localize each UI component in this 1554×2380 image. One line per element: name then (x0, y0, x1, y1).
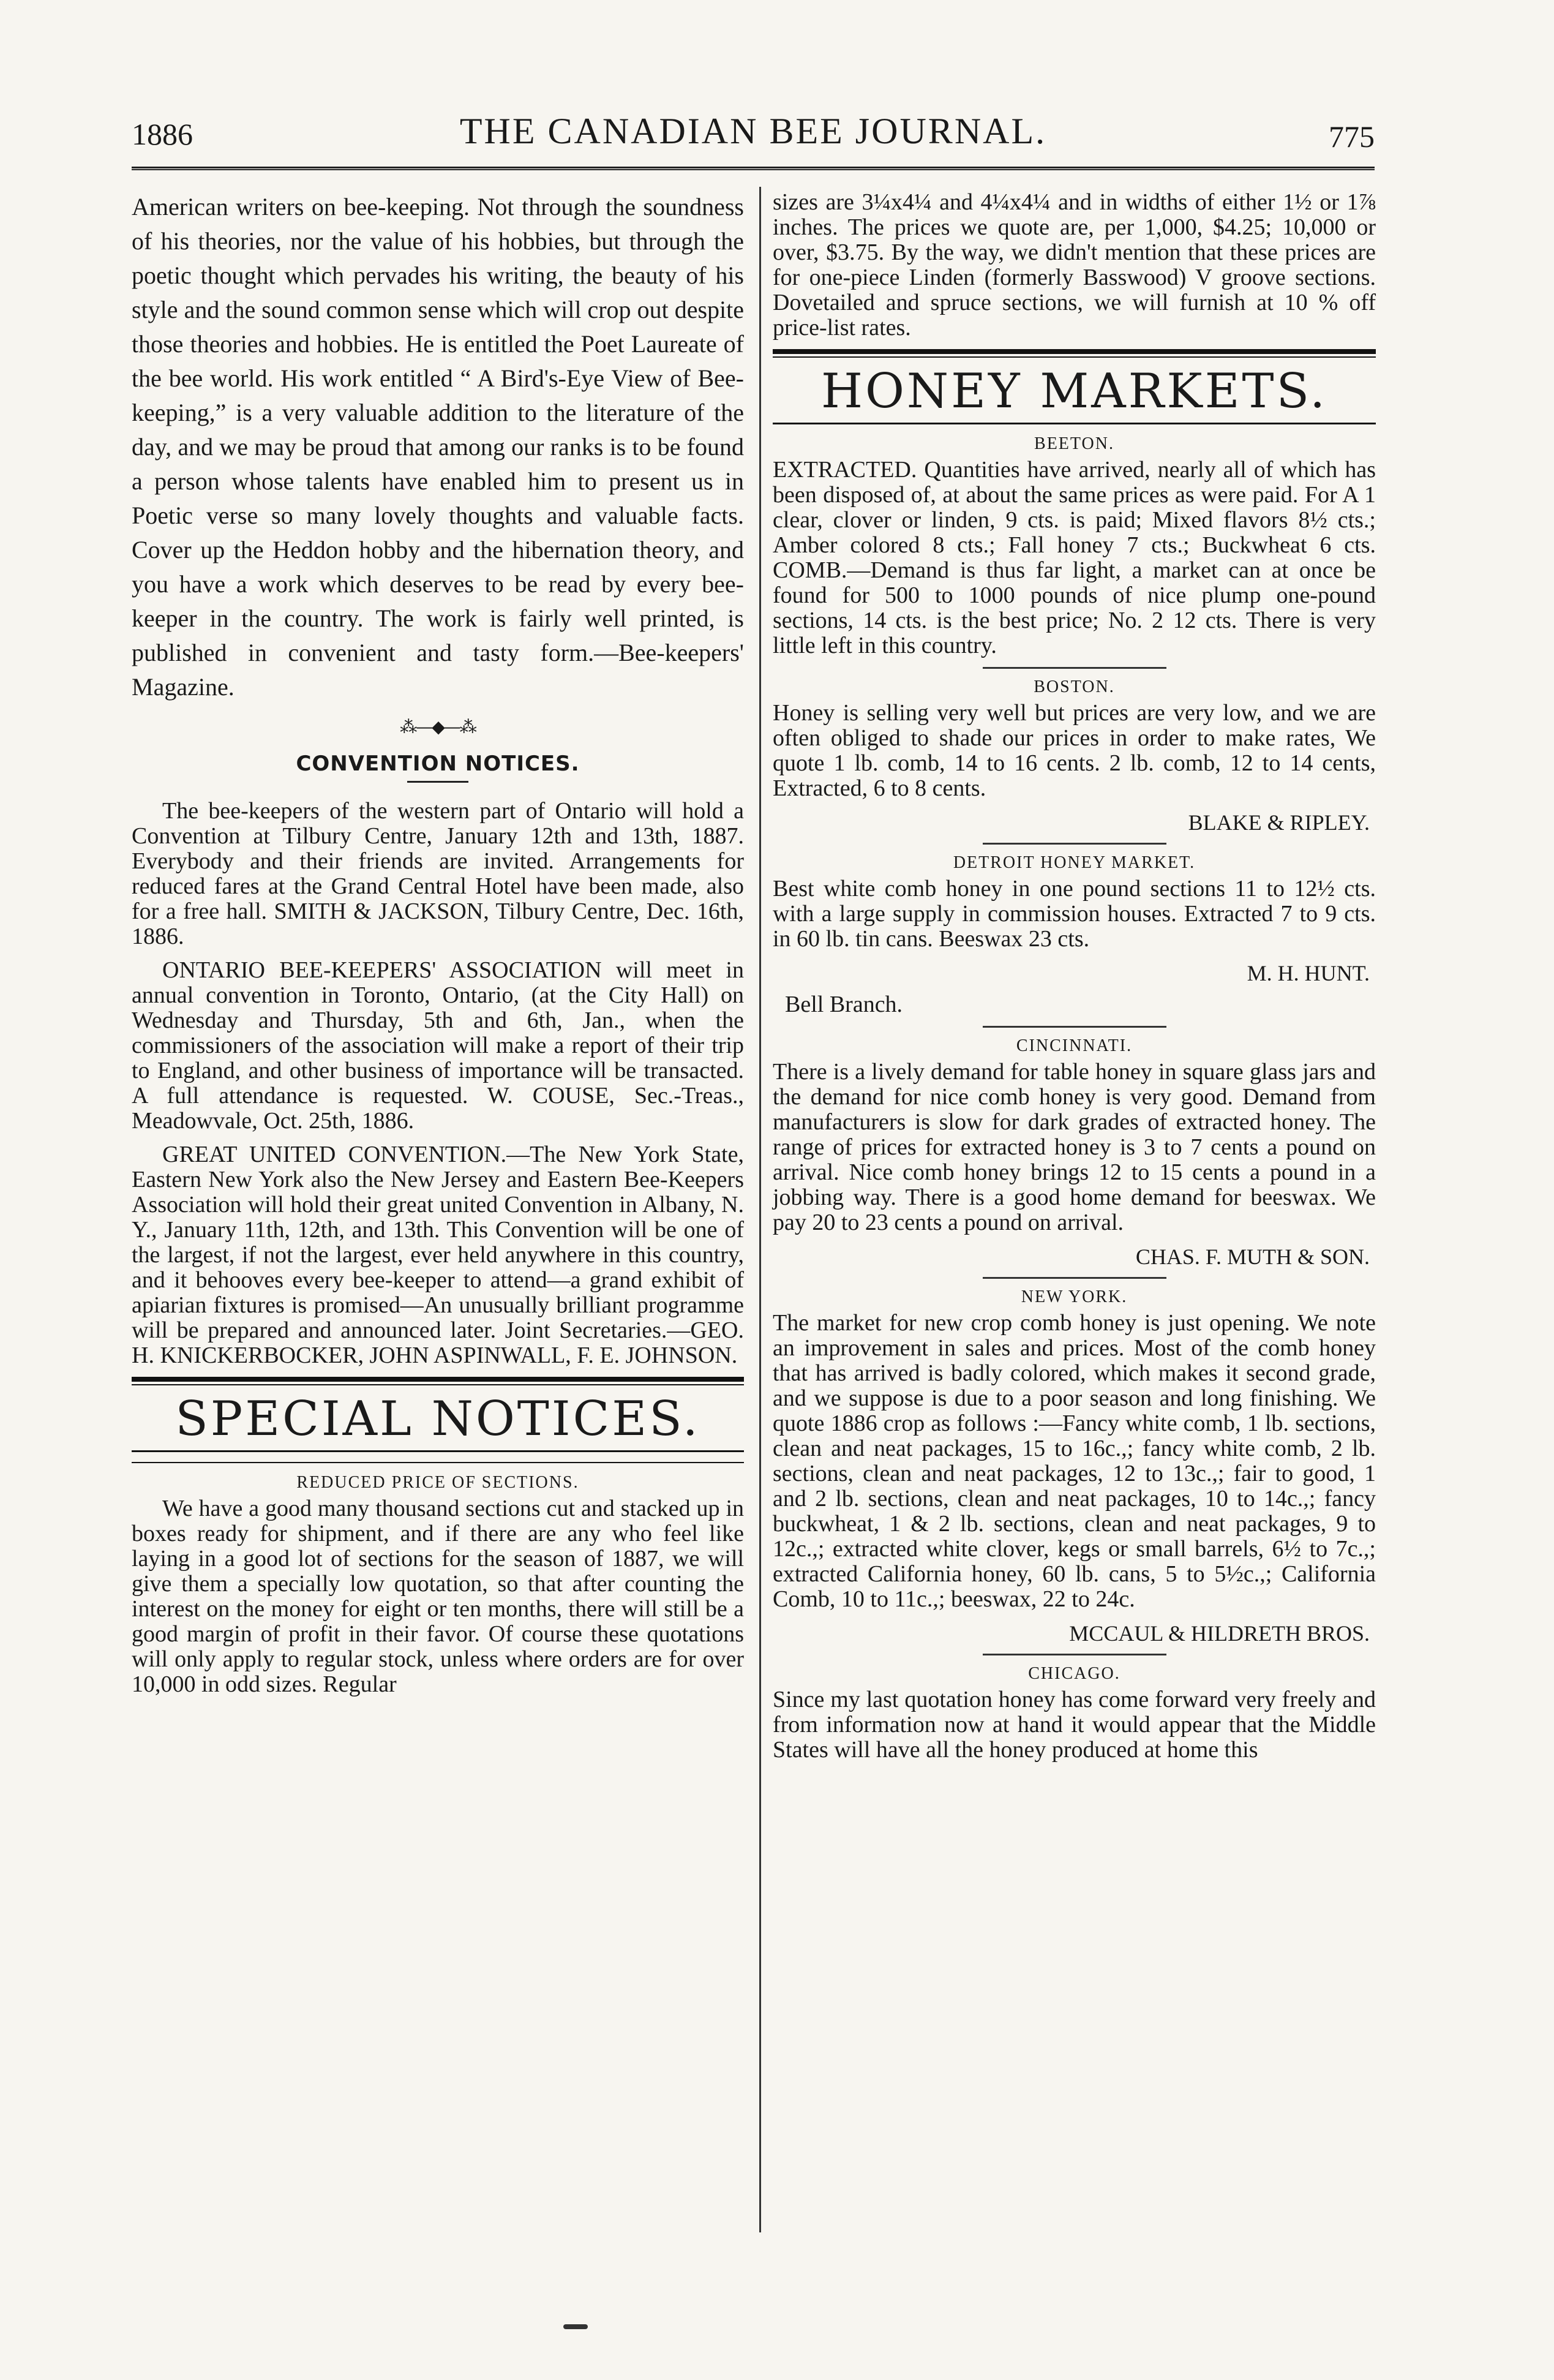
beeton-heading: BEETON. (1034, 434, 1114, 453)
journal-title: THE CANADIAN BEE JOURNAL. (459, 111, 1047, 151)
newyork-heading: NEW YORK. (1021, 1287, 1128, 1306)
market-divider (983, 843, 1166, 845)
newyork-signature: MCCAUL & HILDRETH BROS. (1069, 1621, 1370, 1646)
special-notices-heading: SPECIAL NOTICES. (175, 1391, 700, 1447)
newyork-report: The market for new crop comb honey is just opening. We note an improvement in sales and prices. Most of the comb honey that has arrived is badly colored, which makes it second grade, and we suppose is due to a poor season and long finishing. We quote 1886 crop as follows :—Fancy white comb, 1 lb. sections, clean and neat packages, 15 to 16c.,; fancy white comb, 2 lb. sections, clean and neat packages, 12 to 13c.,; fair to good, 1 and 2 lb. sections, clean and neat packages, 10 to 14c.,; fancy buckwheat, 1 & 2 lb. sections, clean and neat packages, 9 to 12c.,; extracted white clover, kegs or small barrels, 6½ to 7c.,; extracted California honey, 60 lb. cans, 5 to 5½c.,; California Comb, 10 to 11c.,; beeswax, 22 to 24c. (773, 1310, 1376, 1612)
page-footer-mark (563, 2324, 588, 2329)
column-divider (759, 187, 761, 2232)
market-divider (983, 1277, 1166, 1279)
cincinnati-heading: CINCINNATI. (1016, 1036, 1133, 1055)
convention-heading: CONVENTION NOTICES. (296, 751, 580, 776)
detroit-signature: M. H. HUNT. (1247, 961, 1370, 985)
special-notices-bottom-rule (132, 1450, 744, 1452)
special-notices-top-rule (132, 1377, 744, 1385)
detroit-place: Bell Branch. (785, 992, 903, 1017)
honey-markets-top-rule (773, 349, 1376, 358)
page-number: 775 (1329, 119, 1375, 154)
detroit-heading: DETROIT HONEY MARKET. (953, 853, 1196, 872)
header-rule (132, 167, 1375, 170)
boston-report: Honey is selling very well but prices are very low, and we are often obliged to shade our prices in order to make rates, We quote 1 lb. comb, 14 to 16 cents. 2 lb. comb, 12 to 14 cents, Extracted, 6 to 8 cents. (773, 700, 1376, 801)
market-divider (983, 667, 1166, 669)
detroit-report: Best white comb honey in one pound sections 11 to 12½ cts. with a large supply in commission houses. Extracted 7 to 9 cts. in 60 lb. tin cans. Beeswax 23 cts. (773, 876, 1376, 952)
market-divider (983, 1654, 1166, 1655)
right-column (773, 190, 1376, 1771)
convention-notice-ontario: ONTARIO BEE-KEEPERS' ASSOCIATION will meet in annual convention in Toronto, Ontario, (at the City Hall) on Wednesday and Thursday, 5th and 6th, Jan., when the commissioners of the association will make a report of their trip to England, and other business of importance will be transacted. A full attendance is requested. W. COUSE, Sec.-Treas., Meadowvale, Oct. 25th, 1886. (132, 957, 744, 1134)
review-paragraph: American writers on bee-keeping. Not through the soundness of his theories, nor the value of his hobbies, but through the poetic thought which pervades his writing, the beauty of his style and the sound common sense which will crop out despite those theories and hobbies. He is entitled the Poet Laureate of the bee world. His work entitled “ A Bird's-Eye View of Bee-keeping,” is a very valuable addition to the literature of the day, and we may be proud that among our ranks is to be found a person whose talents have enabled him to present us in Poetic verse so many lovely thoughts and valuable facts. Cover up the Heddon hobby and the hibernation theory, and you have a work which deserves to be read by every bee-keeper in the country. The work is fairly well printed, is published in convenient and tasty form.—Bee-keepers' Magazine. (132, 193, 744, 701)
special-notices-thin-rule (132, 1462, 744, 1463)
cincinnati-report: There is a lively demand for table honey in square glass jars and the demand for nice comb honey is very good. Demand from manufacturers is slow for dark grades of extracted honey. The range of prices for extracted honey is 3 to 7 cents a pound on arrival. Nice comb honey brings 12 to 15 cents a pound in a jobbing way. There is a good home demand for beeswax. We pay 20 to 23 cents a pound on arrival. (773, 1059, 1376, 1235)
honey-markets-bottom-rule (773, 423, 1376, 424)
ornament-divider: ⁂—◆—⁂ (400, 717, 476, 737)
heading-rule (407, 781, 468, 783)
boston-heading: BOSTON. (1034, 677, 1115, 696)
header-year: 1886 (132, 117, 193, 151)
boston-signature: BLAKE & RIPLEY. (1188, 810, 1370, 835)
honey-markets-heading: HONEY MARKETS. (820, 364, 1328, 419)
cincinnati-signature: CHAS. F. MUTH & SON. (1135, 1245, 1370, 1269)
reduced-price-heading: REDUCED PRICE OF SECTIONS. (296, 1473, 579, 1492)
chicago-report: Since my last quotation honey has come forward very freely and from information now at hand it would appear that the Middle States will have all the honey produced at home this (773, 1687, 1376, 1763)
reduced-price-text: We have a good many thousand sections cut and stacked up in boxes ready for shipment, and if there are any who feel like laying in a good lot of sections for the season of 1887, we will give them a specially low quotation, so that after counting the interest on the money for eight or ten months, there will still be a good margin of profit in their favor. Of course these quotations will only apply to regular stock, unless where orders are for over 10,000 in odd sizes. Regular (132, 1496, 744, 1697)
convention-notice-tilbury: The bee-keepers of the western part of Ontario will hold a Convention at Tilbury Centre, January 12th and 13th, 1887. Everybody and their friends are invited. Arrangements for reduced fares at the Grand Central Hotel have been made, also for a free hall. SMITH & JACKSON, Tilbury Centre, Dec. 16th, 1886. (132, 798, 744, 949)
chicago-heading: CHICAGO. (1028, 1664, 1120, 1683)
page-header (132, 110, 1375, 159)
sections-continued: sizes are 3¼x4¼ and 4¼x4¼ and in widths of either 1½ or 1⅞ inches. The prices we quote are, per 1,000, $4.25; 10,000 or over, $3.75. By the way, we didn't mention that these prices are for one-piece Linden (formerly Basswood) V groove sections. Dovetailed and spruce sections, we will furnish at 10 % off price-list rates. (773, 189, 1376, 341)
beeton-report: EXTRACTED. Quantities have arrived, nearly all of which has been disposed of, at about the same prices as were paid. For A 1 clear, clover or linden, 9 cts. is paid; Mixed flavors 8½ cts.; Amber colored 8 cts.; Fall honey 7 cts.; Buckwheat 6 cts. COMB.—Demand is thus far light, a market can at once be found for 500 to 1000 pounds of nice plump one-pound sections, 14 cts. is the best price; No. 2 12 cts. There is very little left in this country. (773, 457, 1376, 658)
left-column (132, 190, 744, 1706)
convention-notice-albany: GREAT UNITED CONVENTION.—The New York State, Eastern New York also the New Jersey and Eastern Bee-Keepers Association will hold their great united Convention in Albany, N. Y., January 11th, 12th, and 13th. This Convention will be one of the largest, if not the largest, ever held anywhere in this country, and it behooves every bee-keeper to attend—a grand exhibit of apiarian fixtures is promised—An unusually brilliant programme will be prepared and announced later. Joint Secretaries.—GEO. H. KNICKERBOCKER, JOHN ASPINWALL, F. E. JOHNSON. (132, 1142, 744, 1368)
market-divider (983, 1026, 1166, 1028)
